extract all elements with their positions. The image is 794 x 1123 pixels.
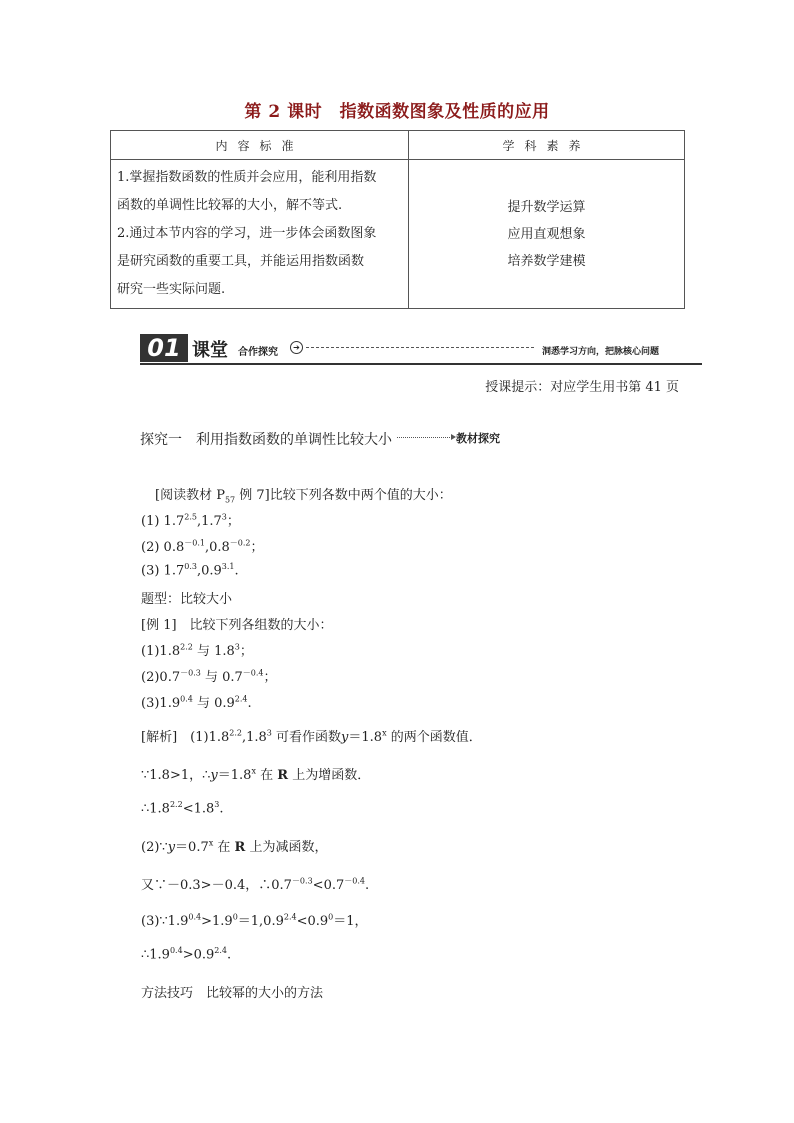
- solution-label: [解析]: [141, 730, 178, 745]
- solution-line-1: [解析] $(1)1.8^{2.2},1.8^3$ 可看作函数$y=1.8^x$ 的两个函数值．: [141, 728, 482, 745]
- content-standard-cell: [111, 160, 409, 309]
- exercise-label: (1): [141, 514, 164, 529]
- banner-dashed-line: [306, 347, 534, 348]
- textbook-intro: [155, 484, 452, 505]
- standard-line: 研究一些实际问题.: [117, 282, 226, 297]
- section-tag: 教材探究: [456, 432, 500, 445]
- dotted-arrow-icon: [397, 437, 452, 438]
- solution-text: 在: [260, 768, 274, 783]
- content-standard-header: 内容标准: [111, 131, 409, 160]
- standards-table: [110, 130, 685, 309]
- section-banner: [140, 334, 702, 364]
- arrow-circle-icon: ➔: [290, 341, 303, 354]
- exercise-1: (1) $1.7^{2.5},1.7^3$；: [141, 512, 240, 529]
- solution-line-3: $\therefore 1.8^{2.2}<1.8^3$.: [141, 800, 224, 817]
- intro-post: 例 7]比较下列各数中两个值的大小：: [235, 488, 452, 503]
- method-tip: 方法技巧 比较幂的大小的方法: [141, 986, 324, 1001]
- type-label: 题型：比较大小: [141, 592, 233, 607]
- literacy-item: 应用直观想象: [507, 226, 586, 242]
- intro-page: 57: [224, 495, 236, 505]
- standard-line: 1.掌握指数函数的性质并会应用，能利用指数: [117, 170, 377, 185]
- literacy-cell: [409, 160, 685, 309]
- example-item-3: $(3)1.9^{0.4}$ 与 $0.9^{2.4}$.: [141, 694, 252, 711]
- example-item-label: (3): [141, 696, 160, 711]
- banner-rule: [140, 363, 702, 365]
- page-title: 第 2 课时 指数函数图象及性质的应用: [244, 102, 550, 122]
- solution-text: 上为减函数，: [249, 840, 328, 855]
- standard-line: 函数的单调性比较幂的大小，解不等式.: [117, 198, 343, 213]
- teaching-tip: 授课提示：对应学生用书第 41 页: [485, 380, 679, 395]
- banner-number: 01: [140, 334, 188, 362]
- exercise-label: (2): [141, 540, 164, 555]
- example-label: [例 1] 比较下列各组数的大小：: [141, 618, 333, 633]
- banner-hint: 洞悉学习方向，把脉核心问题: [542, 347, 660, 357]
- exercise-label: (3): [141, 563, 164, 579]
- solution-text: 在: [217, 840, 231, 855]
- literacy-item: 提升数学运算: [507, 199, 586, 215]
- solution-text: 可看作函数: [276, 730, 342, 745]
- solution-line-7: $\therefore 1.9^{0.4}>0.9^{2.4}$.: [141, 946, 232, 963]
- solution-line-4: $(2)\because y=0.7^x$ 在 R 上为减函数，: [141, 838, 328, 855]
- standard-line: 2.通过本节内容的学习，进一步体会函数图象: [117, 226, 377, 241]
- section-heading: 探究一 利用指数函数的单调性比较大小: [140, 432, 392, 448]
- exercise-3: (3) $1.7^{0.3},0.9^{3.1}$.: [141, 562, 239, 579]
- solution-line-5: 又∵－0.3>－0.4，$\therefore 0.7^{-0.3}<0.7^{-0.4}$.: [141, 876, 370, 893]
- example-item-label: (2): [141, 670, 160, 685]
- exercise-2: (2) $0.8^{-0.1},0.8^{-0.2}$；: [141, 538, 264, 555]
- example-item-2: $(2)0.7^{-0.3}$ 与 $0.7^{-0.4}$；: [141, 668, 277, 685]
- banner-label: 课堂: [192, 340, 228, 361]
- banner-sub: 合作探究: [238, 347, 278, 358]
- solution-text: 的两个函数值．: [390, 730, 482, 745]
- solution-text: 又∵－0.3>－0.4，∴: [141, 878, 272, 893]
- literacy-header: 学科素养: [409, 131, 685, 160]
- solution-text: 上为增函数．: [292, 768, 371, 783]
- example-item-label: (1): [141, 644, 160, 659]
- intro-pre: [阅读教材 P: [155, 488, 225, 503]
- solution-line-2: ∵1.8>1，$\therefore y=1.8^x$ 在 R 上为增函数．: [141, 766, 371, 783]
- example-item-1: $(1)1.8^{2.2}$ 与 $1.8^3$；: [141, 642, 253, 659]
- literacy-item: 培养数学建模: [507, 253, 586, 269]
- standard-line: 是研究函数的重要工具，并能运用指数函数: [117, 254, 365, 269]
- solution-line-6: $(3)\because 1.9^{0.4}>1.9^0=1,0.9^{2.4}<0.9^0=1$，: [141, 912, 368, 929]
